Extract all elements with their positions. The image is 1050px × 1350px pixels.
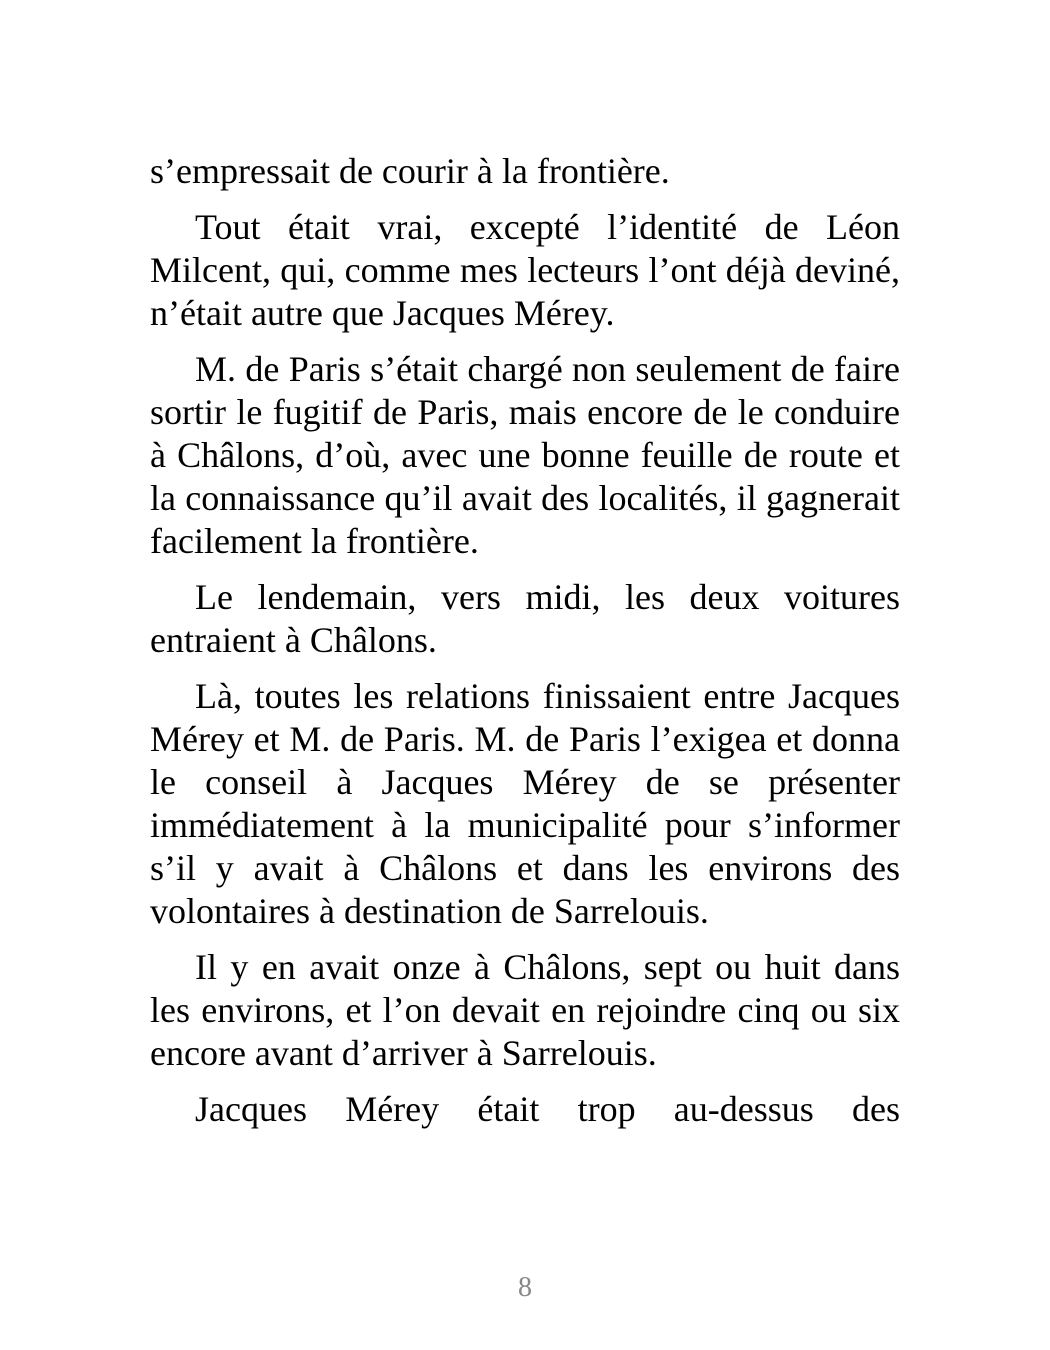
paragraph-1: s’empressait de courir à la frontière. (150, 151, 670, 191)
paragraph-6: Il y en avait onze à Châlons, sept ou huit dans les environs, et l’on devait en rejoindre cinq ou six encore avant d’arriver à Sarrelouis. (150, 947, 900, 1073)
paragraph-3: M. de Paris s’était chargé non seulement de faire sortir le fugitif de Paris, mais encore de le conduire à Châlons, d’où, avec une bonne feuille de route et la connaissance qu’il avait des localités, il gagnerait facilement la frontière. (150, 349, 900, 561)
paragraph-7: Jacques Mérey était trop au-dessus des (195, 1089, 900, 1129)
paragraph-5: Là, toutes les relations finissaient entre Jacques Mérey et M. de Paris. M. de Paris l’exigea et donna le conseil à Jacques Mérey de se présenter immédiatement à la municipalité pour s’informer s’il y avait à Châlons et dans les environs des volontaires à destination de Sarrelouis. (150, 676, 900, 931)
paragraph-4: Le lendemain, vers midi, les deux voitures entraient à Châlons. (150, 577, 900, 660)
page-body (150, 150, 900, 1131)
page-number: 8 (518, 1272, 532, 1303)
paragraph-2: Tout était vrai, excepté l’identité de Léon Milcent, qui, comme mes lecteurs l’ont déjà deviné, n’était autre que Jacques Mérey. (150, 207, 900, 333)
